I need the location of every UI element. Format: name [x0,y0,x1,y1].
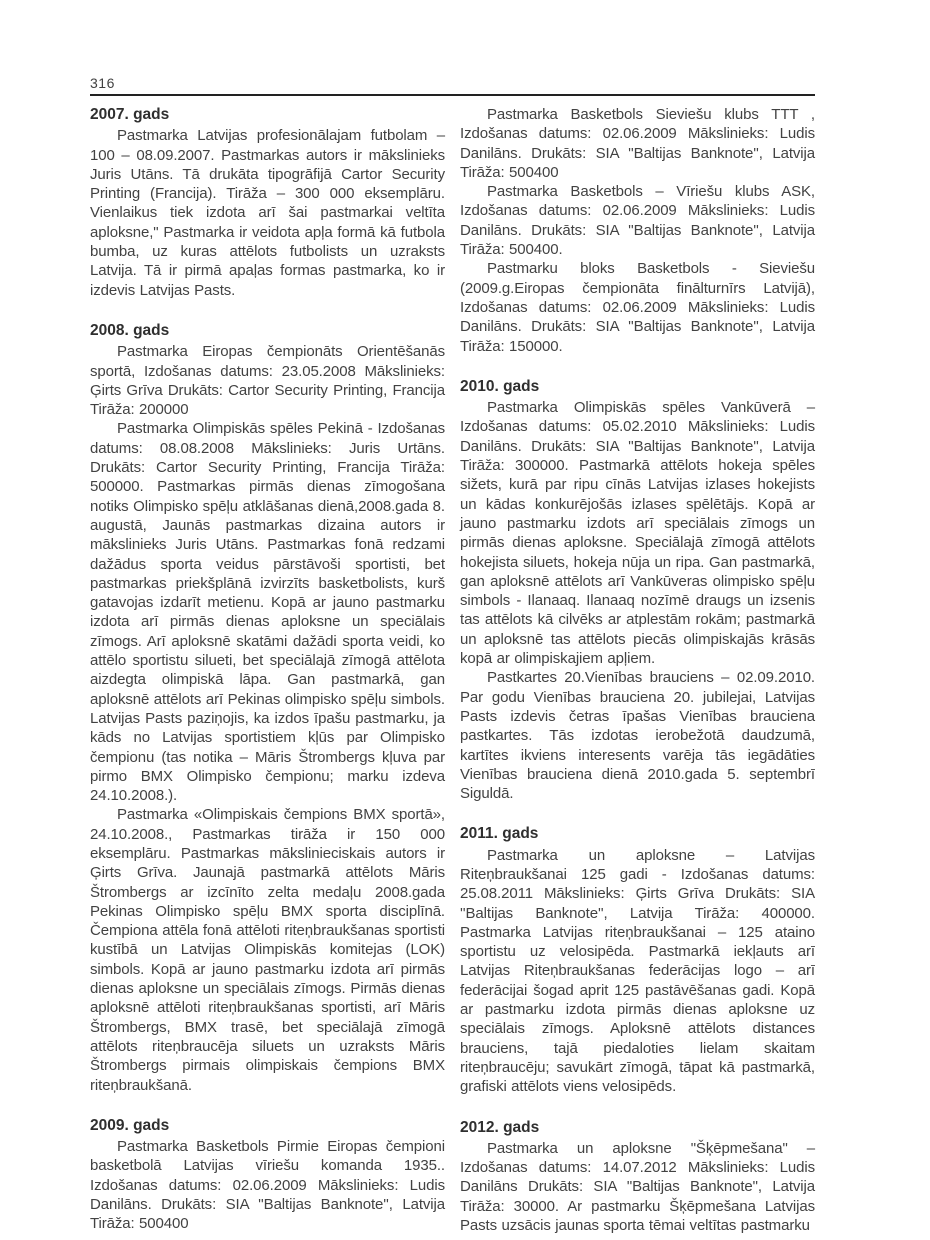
section-2011 [460,824,815,1096]
section-2007 [90,105,445,300]
section-2009-continued [460,105,815,356]
section-heading: 2008. gads [90,321,170,339]
page-number: 316 [90,75,115,91]
section-2009 [90,1116,445,1234]
paragraph: Pastmarku bloks Basketbols - Sieviešu (2009.g.Eiropas čempionāta finālturnīrs Latvijā), Izdošanas datums: 02.06.2009 Mākslinieks: Ludis Danilāns. Drukāts: SIA ''Baltijas Banknote'', Latvija Tirāža: 150000. [460,260,815,355]
paragraph: Pastmarka Eiropas čempionāts Orientēšanās sportā, Izdošanas datums: 23.05.2008 Mākslinieks: Ģirts Grīva Drukāts: Cartor Security Printing, Francija Tirāža: 200000 [90,343,445,419]
paragraph: Pastmarka Olimpiskās spēles Vankūverā – Izdošanas datums: 05.02.2010 Mākslinieks: Ludis Danilāns. Drukāts: SIA ''Baltijas Banknote'', Latvija Tirāža: 300000. Pastmarkā attēlots hokeja spēles sižets, kurā par ripu cīnās Latvijas izlases hokejists un kādas konkurējošās izlases spēlētājs. Kopā ar jauno pastmarku izdots arī speciālais zīmogs un pirmās dienas aploksne. Speciālajā zīmogā attēlots hokejista siluets, hokeja nūja un ripa. Gan pastmarkā, gan aploksnē attēlots arī Vankūveras olimpisko spēļu simbols - Ilanaaq. Ilanaaq nozīmē draugs un izsenis tas attēlots kā cilvēks ar atplestām rokām; pastmarkā un aploksnē tas attēlots piecās olimpiskajās krāsās kopā ar olimpiskajiem apļiem. [460,399,815,668]
paragraph: Pastmarka «Olimpiskais čempions BMX sportā», 24.10.2008., Pastmarkas tirāža ir 150 000 eksemplāru. Pastmarkas mākslinieciskais autors ir Ģirts Grīva. Jaunajā pastmarkā attēlots Māris Štrombergs ar izcīnīto zelta medaļu 2008.gada Pekinas Olimpisko spēļu BMX sporta disciplīnā. Čempiona attēla fonā attēloti riteņbraukšanas sportisti kustībā un Latvijas Olimpiskās komitejas (LOK) simbols. Kopā ar jauno pastmarku izdota arī pirmās dienas aploksne un speciālais zīmogs. Pirmās dienas aploksnē attēloti riteņbraukšanas sportisti, arī Māris Štrombergs, BMX trasē, bet speciālajā zīmogā attēlots riteņbraucēja siluets un uzraksts Māris Štrombergs pirmais olimpiskais čempions BMX riteņbraukšanā. [90,806,445,1094]
right-column [460,105,815,1235]
section-heading: 2007. gads [90,106,170,123]
header-rule [90,94,815,96]
section-heading: 2009. gads [90,1116,170,1134]
paragraph: Pastmarka Basketbols Sieviešu klubs TTT , Izdošanas datums: 02.06.2009 Mākslinieks: Ludis Danilāns. Drukāts: SIA ''Baltijas Banknote'', Latvija Tirāža: 500400 [460,106,815,181]
section-heading: 2010. gads [460,377,540,395]
paragraph: Pastmarka Basketbols – Vīriešu klubs ASK, Izdošanas datums: 02.06.2009 Mākslinieks: Ludis Danilāns. Drukāts: SIA ''Baltijas Banknote'', Latvija Tirāža: 500400. [460,183,815,259]
paragraph: Pastmarka Basketbols Pirmie Eiropas čempioni basketbolā Latvijas vīriešu komanda 1935.. Izdošanas datums: 02.06.2009 Mākslinieks: Ludis Danilāns. Drukāts: SIA ''Baltijas Banknote'', Latvija Tirāža: 500400 [90,1138,445,1233]
section-heading: 2011. gads [460,825,539,843]
page-header [90,76,815,96]
section-2008 [90,321,445,1095]
paragraph: Pastmarka Latvijas profesionālajam futbolam – 100 – 08.09.2007. Pastmarkas autors ir mākslinieks Juris Utāns. Tā drukāta tipogrāfijā Cartor Security Printing (Francija). Tirāža – 300 000 eksemplāru. Vienlaikus tiek izdota arī šai pastmarkai veltīta aploksne," Pastmarka ir veidota apļa formā kā futbola bumba, uz kuras attēlots futbolists un uzraksts Latvija. Tā ir pirmā apaļas formas pastmarka, ko ir izdevis Latvijas Pasts. [90,127,445,299]
section-2012 [460,1118,815,1236]
paragraph: Pastkartes 20.Vienības brauciens – 02.09.2010. Par godu Vienības brauciena 20. jubilejai, Latvijas Pasts izdevis četras īpašas Vienības brauciena pastkartes. Tās izdotas ierobežotā daudzumā, kartītes ikviens interesents varēja tās iegādāties Vienības brauciena dienā 2010.gada 5. septembrī Siguldā. [460,669,815,803]
left-column [90,105,445,1235]
content-columns [90,105,815,1235]
paragraph: Pastmarka un aploksne "Šķēpmešana" – Izdošanas datums: 14.07.2012 Mākslinieks: Ludis Danilāns Drukāts: SIA "Baltijas Banknote", Latvija Tirāža: 30000. Ar pastmarku Šķēpmešana Latvijas Pasts uzsācis jaunas sporta tēmai veltītas pastmarku [460,1139,815,1235]
section-heading: 2012. gads [460,1118,540,1136]
section-2010 [460,377,815,804]
paragraph: Pastmarka Olimpiskās spēles Pekinā - Izdošanas datums: 08.08.2008 Mākslinieks: Juris Urtāns. Drukāts: Cartor Security Printing, Francija Tirāža: 500000. Pastmarkas pirmās dienas zīmogošana notiks Olimpisko spēļu atklāšanas dienā,2008.gada 8. augustā, Jaunās pastmarkas dizaina autors ir mākslinieks Juris Utāns. Pastmarkas fonā redzami dažādus sporta veidus pārstāvoši sportisti, bet pastmarkas priekšplānā izvirzīts basketbolists, kurš gatavojas izdarīt metienu. Kopā ar jauno pastmarku izdota arī pirmās dienas aploksne un speciālais zīmogs. Arī aploksnē skatāmi dažādi sporta veidi, ko attēlo sportistu silueti, bet speciālajā zīmogā attēlota aizdegta olimpiskā lāpa. Gan pastmarkā, gan aploksnē attēlots arī Pekinas olimpisko spēļu simbols. Latvijas Pasts paziņojis, ka izdos īpašu pastmarku, ja kāds no Latvijas sportistiem kļūs par Olimpisko čempionu (tas notika – Māris Štrombergs kļuva par pirmo BMX Olimpisko čempionu; marku izdeva 24.10.2008.). [90,420,445,805]
paragraph: Pastmarka un aploksne – Latvijas Riteņbraukšanai 125 gadi - Izdošanas datums: 25.08.2011 Mākslinieks: Ģirts Grīva Drukāts: SIA ''Baltijas Banknote'', Latvija Tirāža: 400000. Pastmarka Latvijas riteņbraukšanai – 125 ataino sportistu uz velosipēda. Pastmarkā iekļauts arī Latvijas Riteņbraukšanas federācijas logo – arī federācijai šogad aprit 125 pastāvēšanas gadi. Kopā ar pastmarku izdota pirmās dienas aploksne uz speciālais zīmogs. Aploksnē attēlots distances brauciens, tajā piedaloties lielam skaitam riteņbraucēju; savukārt zīmogā, tāpat kā pastmarkā, grafiski attēlots viens velosipēds. [460,846,815,1096]
